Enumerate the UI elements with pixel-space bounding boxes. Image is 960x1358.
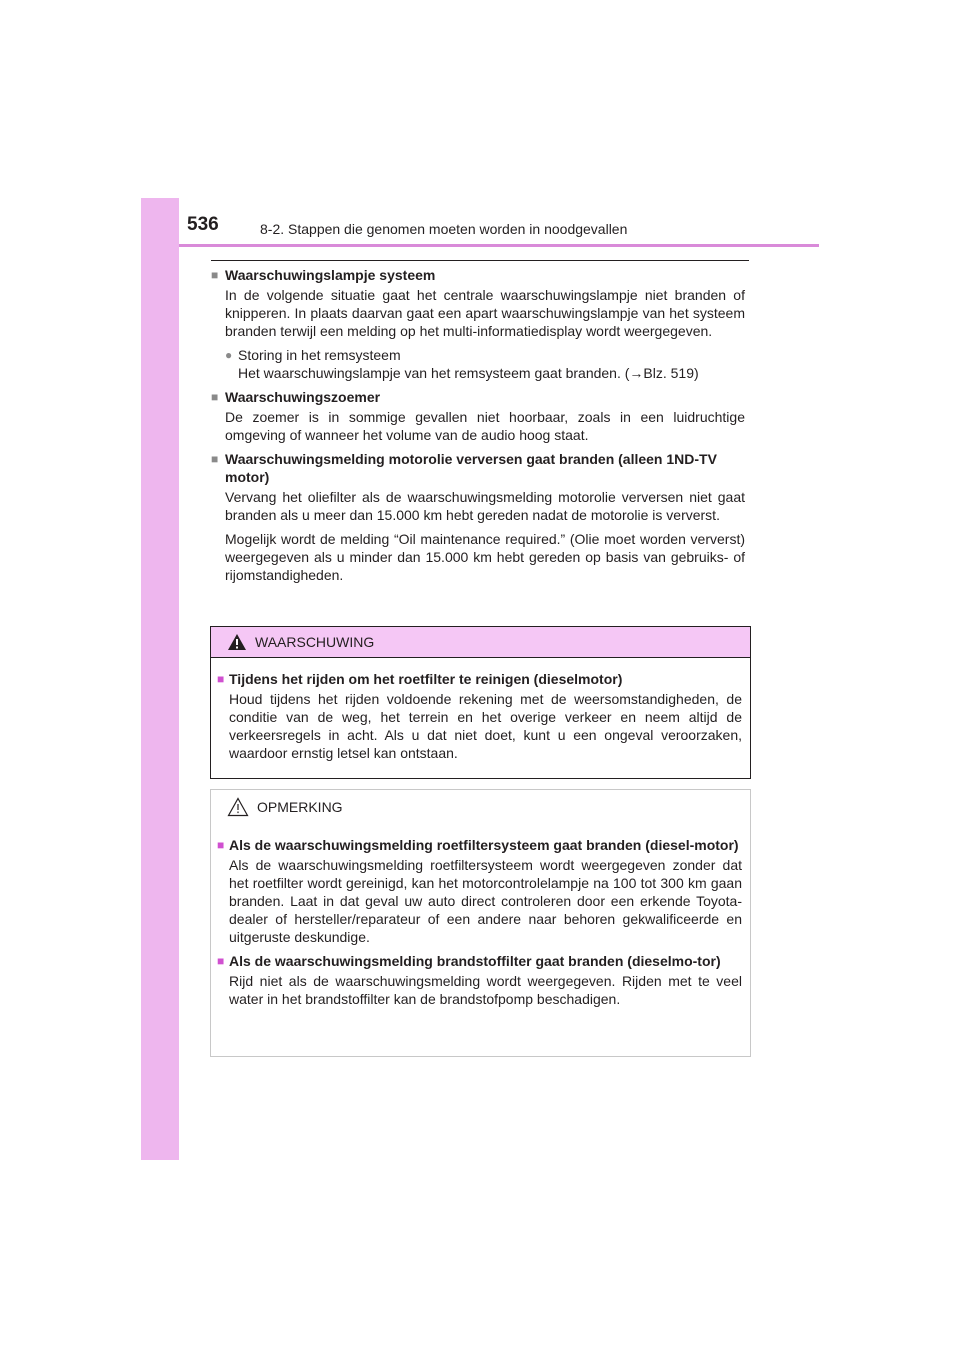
section-body: Vervang het oliefilter als de waarschuwingsmelding motorolie verversen niet gaat branden als u meer dan 15.000 km hebt gereden nadat de motorolie is ververst.	[225, 489, 745, 523]
square-bullet-icon: ■	[211, 452, 219, 466]
section-waarschuwingslampje	[211, 266, 745, 382]
page-number: 536	[187, 214, 219, 235]
chapter-title: 8-2. Stappen die genomen moeten worden in noodgevallen	[260, 221, 628, 237]
section-title: Waarschuwingsmelding motorolie verversen gaat branden (alleen 1ND-TV motor)	[225, 451, 717, 485]
warning-box	[210, 626, 751, 779]
circle-bullet-icon: ●	[225, 348, 233, 362]
warning-header	[211, 627, 750, 658]
chapter-tab-sidebar	[141, 198, 179, 1160]
warning-body: Houd tijdens het rijden voldoende rekening met de weersomstandigheden, de conditie van de weg, het terrein en het overige verkeer en neem altijd de verkeersregels in acht. Als u dat niet doet, kunt u een ongeval veroorzaken, waardoor ernstig letsel kan ontstaan.	[229, 691, 742, 761]
header-rule	[179, 244, 819, 247]
bullet-text: Het waarschuwingslampje van het remsysteem gaat branden. (→Blz. 519)	[238, 365, 699, 381]
section-body: De zoemer is in sommige gevallen niet hoorbaar, zoals in een luidruchtige omgeving of wanneer het volume van de audio hoog staat.	[225, 409, 745, 443]
note-item	[217, 836, 742, 946]
section-title: Waarschuwingszoemer	[225, 389, 381, 405]
note-item-body: Als de waarschuwingsmelding roetfiltersysteem wordt weergegeven zonder dat het roetfilter wordt gereinigd, kan het motorcontrolelampje na 100 tot 300 km gaan branden. Laat in dat geval uw auto direct controleren door een erkende Toyota-dealer of hersteller/reparateur of een andere naar behoren gekwalificeerde en uitgeruste deskundige.	[229, 857, 742, 945]
note-item-title: Als de waarschuwingsmelding roetfiltersysteem gaat branden (diesel-motor)	[229, 837, 739, 853]
warning-title: Tijdens het rijden om het roetfilter te reinigen (dieselmotor)	[229, 671, 623, 687]
bullet-title: Storing in het remsysteem	[238, 347, 401, 363]
square-bullet-icon: ■	[211, 268, 219, 282]
note-header	[211, 790, 750, 824]
square-bullet-icon: ■	[217, 838, 225, 852]
caution-triangle-icon	[227, 797, 249, 817]
note-item-title: Als de waarschuwingsmelding brandstoffilter gaat branden (dieselmo-tor)	[229, 953, 721, 969]
note-item	[217, 952, 742, 1008]
note-box	[210, 789, 751, 1057]
note-item-body: Rijd niet als de waarschuwingsmelding wordt weergegeven. Rijden met te veel water in het brandstoffilter kan de brandstofpomp beschadigen.	[229, 973, 742, 1007]
bullet-item	[225, 346, 745, 382]
content-rule	[211, 260, 749, 261]
note-label: OPMERKING	[257, 799, 343, 815]
section-body: In de volgende situatie gaat het centrale waarschuwingslampje niet branden of knipperen. In plaats daarvan gaat een apart waarschuwingslampje van het systeem branden terwijl een melding op het multi-informatiedisplay wordt weergegeven.	[225, 287, 745, 339]
square-bullet-icon: ■	[217, 672, 225, 686]
section-zoemer	[211, 388, 745, 444]
section-body-2: Mogelijk wordt de melding “Oil maintenance required.” (Olie moet worden ververst) weergegeven als u minder dan 15.000 km hebt gereden op basis van gebruiks- of rijomstandigheden.	[225, 531, 745, 583]
square-bullet-icon: ■	[217, 954, 225, 968]
section-motorolie	[211, 450, 745, 584]
main-content	[211, 266, 745, 590]
square-bullet-icon: ■	[211, 390, 219, 404]
warning-triangle-icon	[227, 633, 247, 651]
warning-label: WAARSCHUWING	[255, 634, 375, 650]
section-title: Waarschuwingslampje systeem	[225, 267, 436, 283]
